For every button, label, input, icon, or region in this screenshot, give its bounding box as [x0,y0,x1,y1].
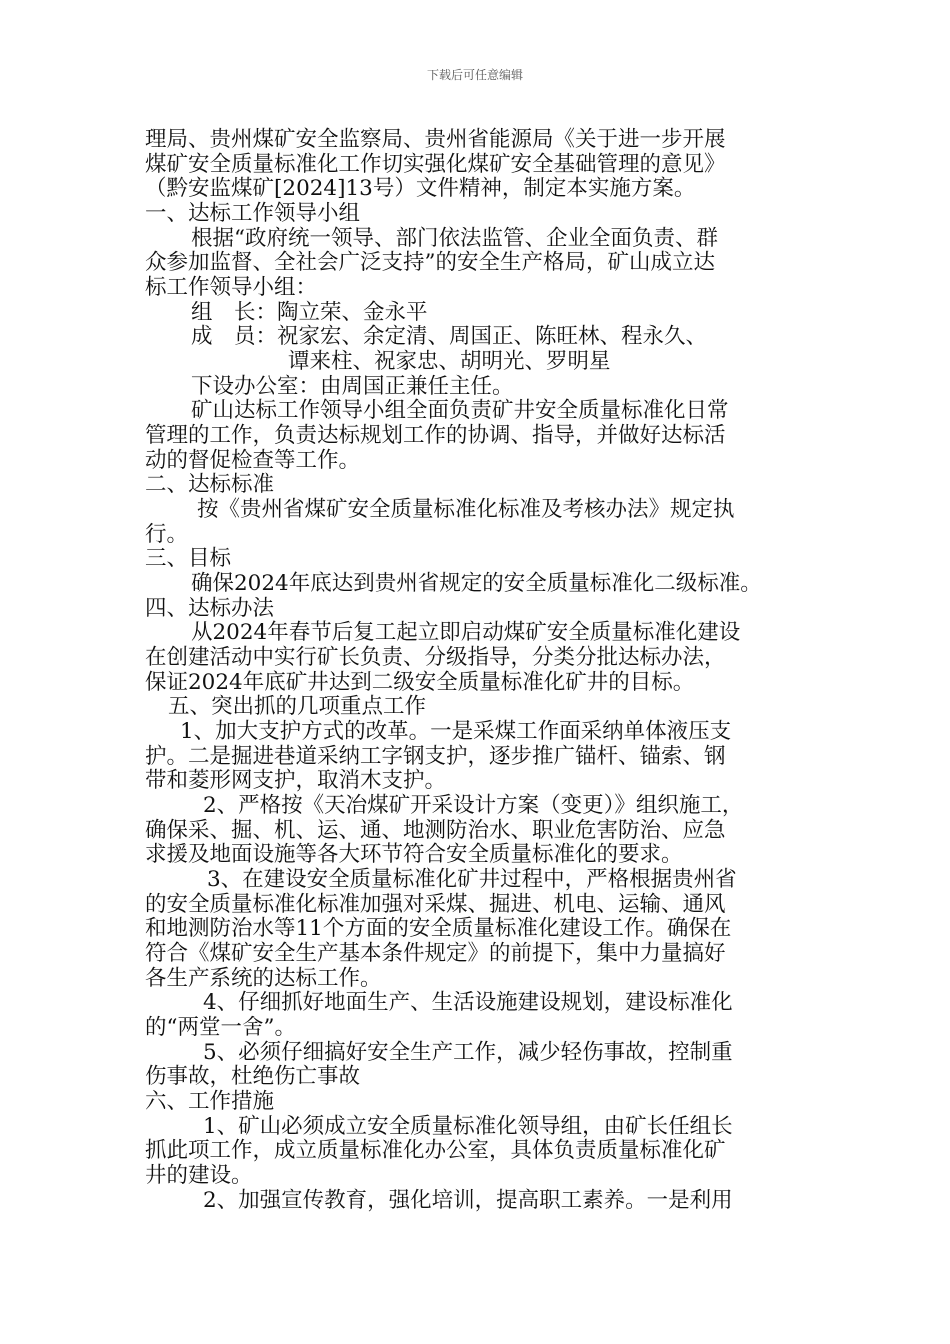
text-line: 抓此项工作，成立质量标准化办公室，具体负责质量标准化矿 [145,1138,726,1163]
text-line: 4、仔细抓好地面生产、生活设施建设规划，建设标准化 [203,990,733,1015]
text-line: 根据“政府统一领导、部门依法监管、企业全面负责、群 [191,226,718,251]
text-line: 从2024年春节后复工起立即启动煤矿安全质量标准化建设 [191,620,741,645]
text-line: 组 长：陶立荣、金永平 [191,300,428,325]
text-line: 煤矿安全质量标准化工作切实强化煤矿安全基础管理的意见》 [145,152,726,177]
text-line: 伤事故，杜绝伤亡事故 [145,1064,361,1089]
text-line: 3、在建设安全质量标准化矿井过程中，严格根据贵州省 [207,867,737,892]
page-header: 下载后可任意编辑 [426,68,523,82]
text-line: 四、达标办法 [145,596,275,621]
text-line: 井的建设。 [145,1163,253,1188]
text-line: 成 员：祝家宏、余定清、周国正、陈旺林、程永久、 [191,324,708,349]
text-line: 符合《煤矿安全生产基本条件规定》的前提下，集中力量搞好 [145,941,726,966]
text-line: 标工作领导小组： [145,275,318,300]
text-line: （黔安监煤矿[2024]13号）文件精神，制定本实施方案。 [145,176,696,201]
text-line: 5、必须仔细搞好安全生产工作，减少轻伤事故，控制重 [203,1040,733,1065]
text-line: 三、目标 [145,546,232,571]
text-line: 带和菱形网支护，取消木支护。 [145,768,447,793]
text-line: 2、加强宣传教育，强化培训，提高职工素养。一是利用 [203,1188,733,1213]
text-line: 矿山达标工作领导小组全面负责矿井安全质量标准化日常 [191,398,729,423]
text-line: 五、突出抓的几项重点工作 [168,694,427,719]
text-line: 理局、贵州煤矿安全监察局、贵州省能源局《关于进一步开展 [145,127,726,152]
text-line: 确保2024年底达到贵州省规定的安全质量标准化二级标准。 [191,571,762,596]
text-line: 和地测防治水等11个方面的安全质量标准化建设工作。确保在 [145,916,732,941]
text-line: 按《贵州省煤矿安全质量标准化标准及考核办法》规定执 [197,497,735,522]
text-line: 六、工作措施 [145,1089,275,1114]
text-line: 二、达标标准 [145,472,275,497]
text-line: 1、加大支护方式的改革。一是采煤工作面采纳单体液压支 [180,719,732,744]
text-line: 动的督促检查等工作。 [145,448,361,473]
text-line: 的“两堂一舍”。 [145,1015,296,1040]
text-line: 行。 [145,522,189,547]
text-line: 2、严格按《天冶煤矿开采设计方案（变更）》组织施工， [203,793,744,818]
text-line: 一、达标工作领导小组 [145,201,361,226]
text-line: 的安全质量标准化标准加强对采煤、掘进、机电、运输、通风 [145,892,726,917]
text-line: 护。二是掘进巷道采纳工字钢支护，逐步推广锚杆、锚索、钢 [145,744,726,769]
text-line: 保证2024年底矿井达到二级安全质量标准化矿井的目标。 [145,670,695,695]
text-line: 求援及地面设施等各大环节符合安全质量标准化的要求。 [145,842,683,867]
text-line: 在创建活动中实行矿长负责、分级指导，分类分批达标办法， [145,645,726,670]
text-line: 1、矿山必须成立安全质量标准化领导组，由矿长任组长 [203,1114,733,1139]
text-line: 众参加监督、全社会广泛支持”的安全生产格局，矿山成立达 [145,250,715,275]
text-line: 下设办公室：由周国正兼任主任。 [191,374,514,399]
text-line: 各生产系统的达标工作。 [145,966,382,991]
text-line: 管理的工作，负责达标规划工作的协调、指导，并做好达标活 [145,423,726,448]
text-line: 谭来柱、祝家忠、胡明光、罗明星 [288,349,611,374]
text-line: 确保采、掘、机、运、通、地测防治水、职业危害防治、应急 [145,818,726,843]
